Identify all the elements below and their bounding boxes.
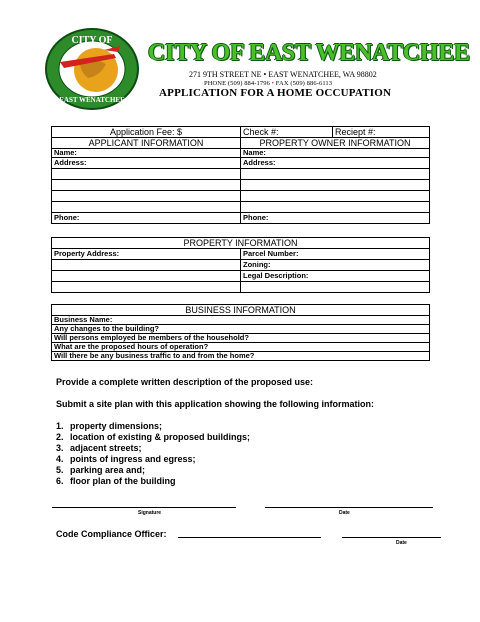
signature-line[interactable] [52,507,236,508]
check-number-field[interactable]: Check #: [241,127,333,138]
owner-address-line[interactable] [241,180,430,191]
fax-label: FAX [275,80,289,87]
applicant-owner-table [51,126,430,224]
legal-description-line[interactable] [241,282,430,293]
business-info-table [51,304,430,361]
list-item: 5. parking area and; [56,465,146,475]
phone-label: PHONE [204,80,227,87]
applicant-info-header: APPLICANT INFORMATION [52,138,241,149]
list-item: 4. points of ingress and egress; [56,454,196,464]
logo-top-text: CITY OF [71,35,113,46]
employees-household-field[interactable]: Will persons employed be members of the household? [52,334,430,343]
applicant-address-line[interactable] [52,180,241,191]
applicant-address-line[interactable] [52,169,241,180]
applicant-address-line[interactable] [52,191,241,202]
list-item: 1. property dimensions; [56,421,163,431]
applicant-phone-field[interactable]: Phone: [52,213,241,224]
hours-of-operation-field[interactable]: What are the proposed hours of operation? [52,343,430,352]
logo-bottom-text: EAST WENATCHEE [59,96,125,104]
officer-signature-line[interactable] [178,537,321,538]
business-traffic-field[interactable]: Will there be any business traffic to and from the home? [52,352,430,361]
city-seal-logo [44,28,140,110]
property-info-table [51,237,430,293]
building-changes-field[interactable]: Any changes to the building? [52,325,430,334]
applicant-address-field[interactable]: Address: [52,158,241,169]
fax-number: (509) 886-6113 [290,80,333,87]
parcel-number-field[interactable]: Parcel Number: [241,249,430,260]
city-address: 271 9TH STREET NE • EAST WENATCHEE, WA 98802 [189,70,377,79]
application-fee-field[interactable]: Application Fee: $ [52,127,241,138]
list-item: 6. floor plan of the building [56,476,176,486]
property-address-field[interactable]: Property Address: [52,249,241,260]
officer-date-label: Date [396,540,407,546]
business-info-header: BUSINESS INFORMATION [52,305,430,316]
signature-label: Signature [138,510,162,516]
receipt-number-field[interactable]: Reciept #: [333,127,430,138]
date-line[interactable] [265,507,433,508]
applicant-address-line[interactable] [52,202,241,213]
form-title: APPLICATION FOR A HOME OCCUPATION [159,87,392,99]
property-address-line[interactable] [52,271,241,282]
city-contact: PHONE (509) 884-1796 • FAX (509) 886-6113 [204,80,333,87]
property-address-line[interactable] [52,260,241,271]
list-item: 3. adjacent streets; [56,443,142,453]
site-plan-list [56,421,250,487]
owner-phone-field[interactable]: Phone: [241,213,430,224]
owner-address-line[interactable] [241,169,430,180]
site-plan-prompt: Submit a site plan with this application showing the following information: [56,399,374,409]
phone-number: (509) 884-1796 [227,80,270,87]
list-item: 2. location of existing & proposed buildings; [56,432,250,442]
officer-date-line[interactable] [342,537,441,538]
property-address-line[interactable] [52,282,241,293]
owner-info-header: PROPERTY OWNER INFORMATION [241,138,430,149]
code-compliance-officer-label: Code Compliance Officer: [56,529,167,539]
applicant-name-field[interactable]: Name: [52,149,241,158]
owner-address-line[interactable] [241,191,430,202]
owner-address-line[interactable] [241,202,430,213]
description-prompt: Provide a complete written description of the proposed use: [56,377,314,387]
owner-name-field[interactable]: Name: [241,149,430,158]
zoning-field[interactable]: Zoning: [241,260,430,271]
business-name-field[interactable]: Business Name: [52,316,430,325]
owner-address-field[interactable]: Address: [241,158,430,169]
date-label: Date [339,510,350,516]
legal-description-field[interactable]: Legal Description: [241,271,430,282]
property-info-header: PROPERTY INFORMATION [52,238,430,249]
city-title: CITY OF EAST WENATCHEE [148,40,470,66]
